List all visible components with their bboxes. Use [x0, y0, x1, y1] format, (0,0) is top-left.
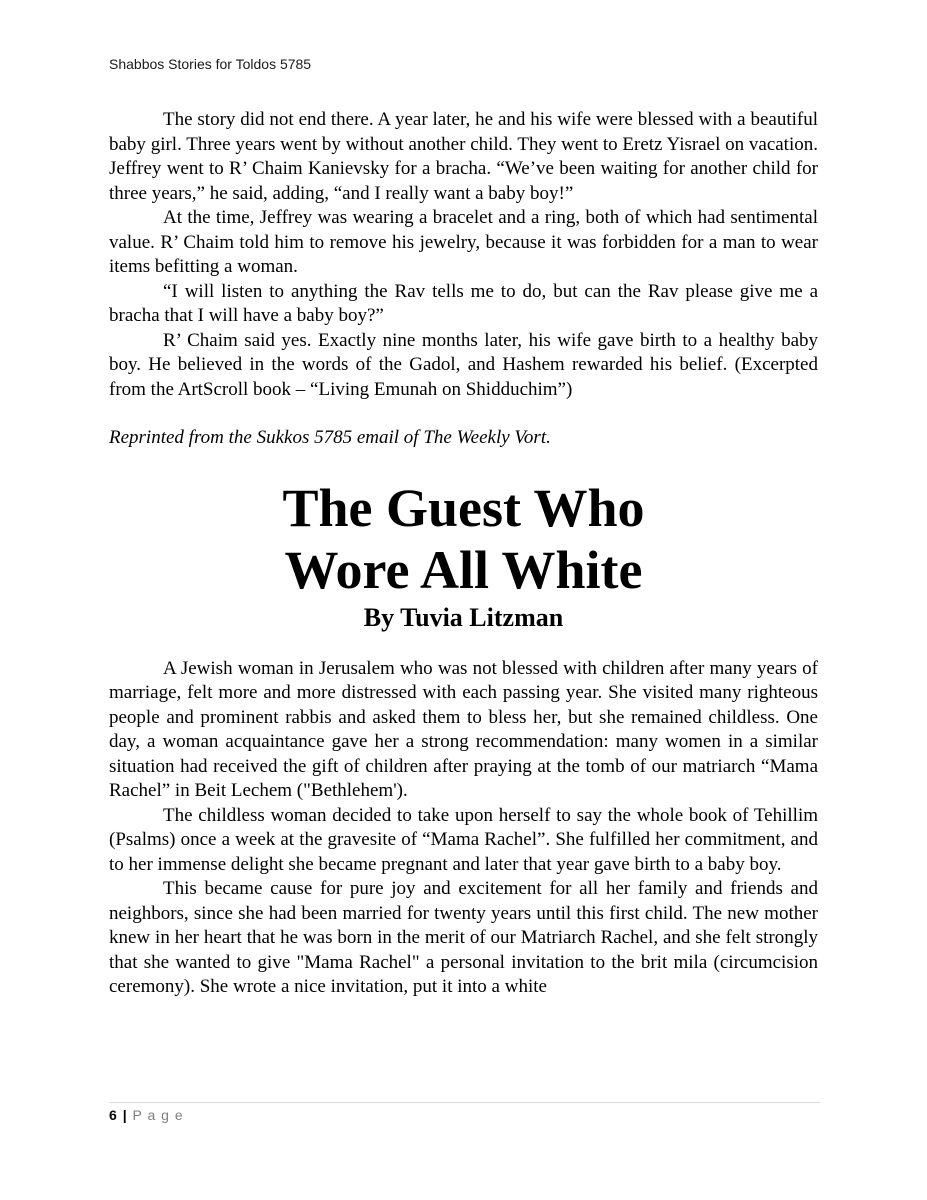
article-paragraph: This became cause for pure joy and excitement for all her family and friends and neighbors, since she had been married for twenty years until this first child. The new mother knew in her heart that he was born in the merit of our Matriarch Rachel, and she felt strongly that she wanted to give "Mama Rachel" a personal invitation to the brit mila (circumcision ceremony). She wrote a nice invitation, put it into a white — [109, 878, 818, 997]
previous-story — [109, 108, 818, 451]
article-title-line-2: Wore All White — [284, 539, 643, 600]
story-paragraph: The story did not end there. A year later, he and his wife were blessed with a beautiful baby girl. Three years went by without another child. They went to Eretz Yisrael on vacation. Jeffrey went to R’ Chaim Kanievsky for a bracha. “We’ve been waiting for another child for three years,” he said, adding, “and I really want a baby boy!” — [109, 109, 818, 204]
story-paragraph: At the time, Jeffrey was wearing a bracelet and a ring, both of which had sentimental value. R’ Chaim told him to remove his jewelry, because it was forbidden for a man to wear items befitting a woman. — [109, 207, 818, 277]
page-content — [109, 108, 818, 1000]
article-title-line-1: The Guest Who — [282, 477, 645, 538]
story-paragraph: R’ Chaim said yes. Exactly nine months later, his wife gave birth to a healthy baby boy. He believed in the words of the Gadol, and Hashem rewarded his belief. (Excerpted from the ArtScroll book – “Living Emunah on Shidduchim”) — [109, 329, 818, 400]
story-paragraph: “I will listen to anything the Rav tells me to do, but can the Rav please give me a bracha that I will have a baby boy?” — [109, 280, 818, 326]
article-paragraph: A Jewish woman in Jerusalem who was not blessed with children after many years of marriage, felt more and more distressed with each passing year. She visited many righteous people and prominent rabbis and asked them to bless her, but she remained childless. One day, a woman acquaintance gave her a strong recommendation: many women in a similar situation had received the gift of children after praying at the tomb of our matriarch “Mama Rachel” in Beit Lechem ("Bethlehem'). — [109, 657, 818, 801]
footer-divider — [109, 1102, 820, 1103]
article — [109, 477, 818, 1000]
article-body — [109, 657, 818, 1000]
page-label: P a g e — [132, 1107, 184, 1123]
article-title — [109, 477, 818, 601]
page-footer — [109, 1107, 184, 1123]
running-header: Shabbos Stories for Toldos 5785 — [109, 56, 312, 72]
footer-separator: | — [122, 1107, 128, 1123]
reprint-note: Reprinted from the Sukkos 5785 email of The Weekly Vort. — [109, 427, 551, 448]
article-byline: By Tuvia Litzman — [363, 602, 564, 632]
article-paragraph: The childless woman decided to take upon herself to say the whole book of Tehillim (Psalms) once a week at the gravesite of “Mama Rachel”. She fulfilled her commitment, and to her immense delight she became pregnant and later that year gave birth to a baby boy. — [109, 804, 818, 875]
page-number: 6 — [109, 1107, 118, 1123]
